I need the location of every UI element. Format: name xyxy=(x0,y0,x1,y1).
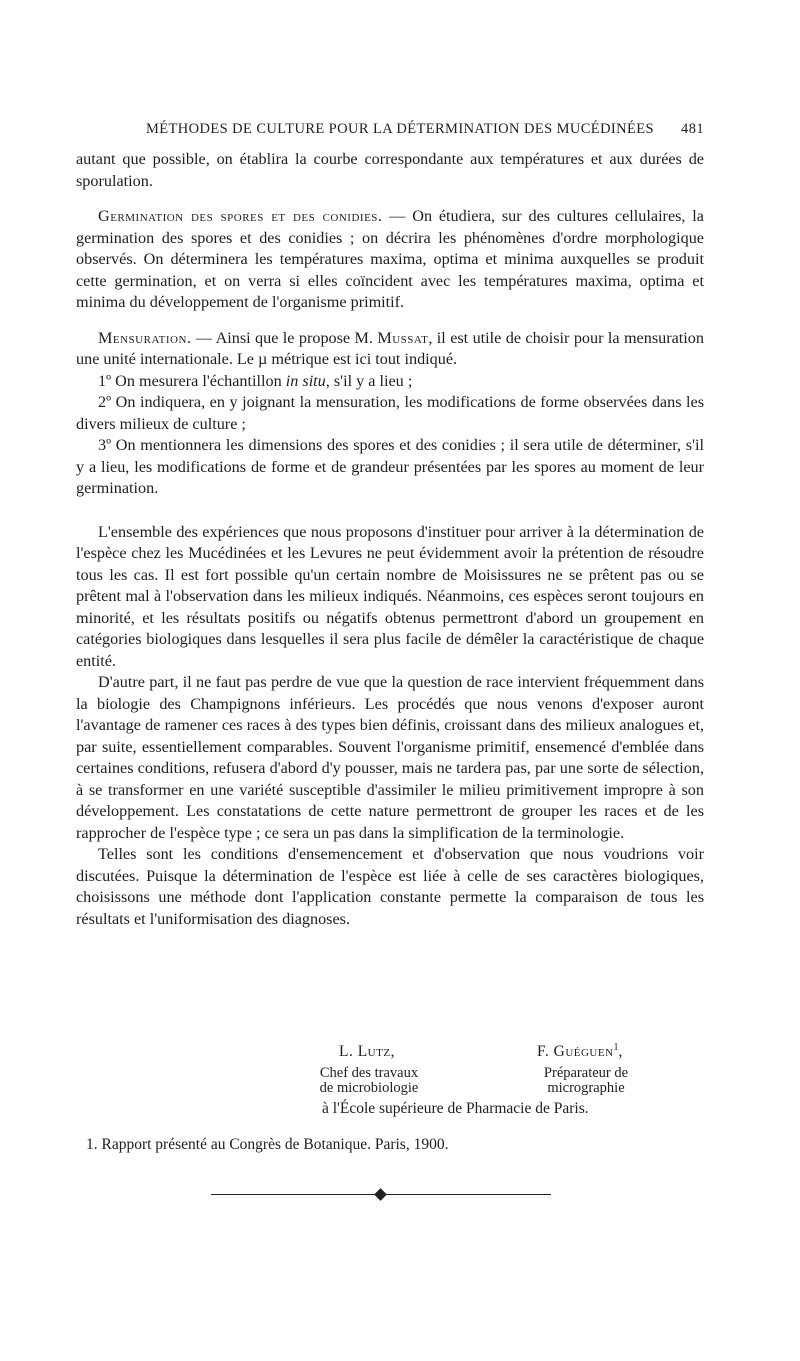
paragraph xyxy=(76,522,704,673)
page-number: 481 xyxy=(681,121,704,137)
diamond-ornament-icon xyxy=(374,1188,387,1201)
role-gueguen xyxy=(516,1066,656,1096)
end-rule xyxy=(211,1188,551,1202)
paragraph-text: L'ensemble des expériences que nous proposons d'instituer pour arriver à la détermination de l'espèce chez les Mucédinées et les Levures ne peut évidemment avoir la prétention de résoudre tous les cas. Il est fort possible qu'un certain nombre de Moisissures ne se prêtent pas ou se prêtent mal à l'observation dans les milieux indiqués. Néanmoins, ces espèces seront toujours en minorité, et les résultats positifs ou négatifs obtenus permettront d'abord un groupement en catégories biologiques dans lesquelles il sera plus facile de démêler la caractéristique de chaque entité. xyxy=(76,522,704,670)
list-number: 1º xyxy=(98,371,112,390)
role-line: micrographie xyxy=(547,1080,625,1096)
list-number: 3º xyxy=(98,436,112,454)
comma: , xyxy=(618,1043,623,1060)
role-lutz xyxy=(304,1066,434,1096)
section-heading: Germination des spores et des conidies. xyxy=(98,207,383,225)
paragraph-text: On mentionnera les dimensions des spores et des conidies ; il sera utile de déterminer, s'il y a lieu, les modifications de forme et de grandeur présentées par les spores au moment de leur germination. xyxy=(76,436,704,497)
list-number: 2º xyxy=(98,393,112,411)
section-germination xyxy=(76,206,704,314)
author-gueguen xyxy=(537,1043,622,1061)
paragraph-text: autant que possible, on établira la courbe correspondante aux températures et aux durées de sporulation. xyxy=(76,150,704,190)
institution: à l'École supérieure de Pharmacie de Paris. xyxy=(322,1100,589,1117)
paragraph-text: , il est utile de choisir pour la mensuration une unité internationale. Le µ métrique est ici tout indiqué. xyxy=(76,328,704,368)
running-head xyxy=(76,121,704,143)
paragraph-text: On indiquera, en y joignant la mensuration, les modifications de forme observées dans les divers milieux de culture ; xyxy=(76,393,704,433)
body-text xyxy=(76,149,704,930)
paragraph-text: — On étudiera, sur des cultures cellulaires, la germination des spores et des conidies ; on décrira les phénomènes d'ordre morphologique observés. On déterminera les températures maxima, optima et minima auxquelles se produit cette germination, et on verra si elles coïncident avec les températures maxima, optima et minima du développement de l'organisme primitif. xyxy=(76,207,704,311)
role-line: Préparateur de xyxy=(543,1065,629,1081)
paragraph-text: D'autre part, il ne faut pas perdre de vue que la question de race intervient fréquemment dans la biologie des Champignons inférieurs. Les procédés que nous venons d'exposer auront l'avantage de ramener ces races à des types bien définis, croissant dans des milieux analogues et, par suite, essentiellement comparables. Souvent l'organisme primitif, ensemencé d'emblée dans certaines conditions, refusera d'abord d'y pousser, mais ne tardera pas, par une sorte de sélection, à se transformer en une variété susceptible d'assimiler le milieu primitivement impropre à son développement. Les constatations de cette nature permettront de grouper les races et de les rapprocher de l'espèce type ; ce sera un pas dans la simplification de la terminologie. xyxy=(76,673,704,842)
paragraph-text: On mesurera l'échantillon xyxy=(111,371,286,390)
footnote-marker: 1. xyxy=(86,1136,98,1153)
footnote-ref: 1 xyxy=(613,1041,619,1053)
paragraph xyxy=(76,844,704,930)
paragraph xyxy=(76,672,704,844)
role-line: de microbiologie xyxy=(319,1080,419,1096)
author-name: F. Guéguen xyxy=(537,1043,614,1060)
author-lutz: L. Lutz, xyxy=(339,1043,395,1060)
role-line: Chef des travaux xyxy=(319,1065,419,1081)
section-mensuration xyxy=(76,328,704,371)
footnote-text: Rapport présenté au Congrès de Botanique. Paris, 1900. xyxy=(97,1136,449,1153)
section-heading: Mensuration. xyxy=(98,328,192,347)
list-item xyxy=(76,392,704,435)
paragraph-text: — Ainsi que le propose M. xyxy=(191,328,378,347)
paragraph xyxy=(76,149,704,192)
running-title: MÉTHODES DE CULTURE POUR LA DÉTERMINATION DES MUCÉDINÉES xyxy=(146,121,655,137)
paragraph-text: , s'il y a lieu ; xyxy=(325,371,413,390)
cited-author: Mussat xyxy=(377,328,429,347)
list-item xyxy=(76,435,704,500)
list-item xyxy=(76,371,704,393)
footnote xyxy=(86,1136,448,1154)
italic-term: in situ xyxy=(285,371,326,390)
paragraph-text: Telles sont les conditions d'ensemencement et d'observation que nous voudrions voir discutées. Puisque la détermination de l'espèce est liée à celle de ses caractères biologiques, choisissons une méthode dont l'application constante permette la comparaison de tous les résultats et l'uniformisation des diagnoses. xyxy=(76,845,704,928)
